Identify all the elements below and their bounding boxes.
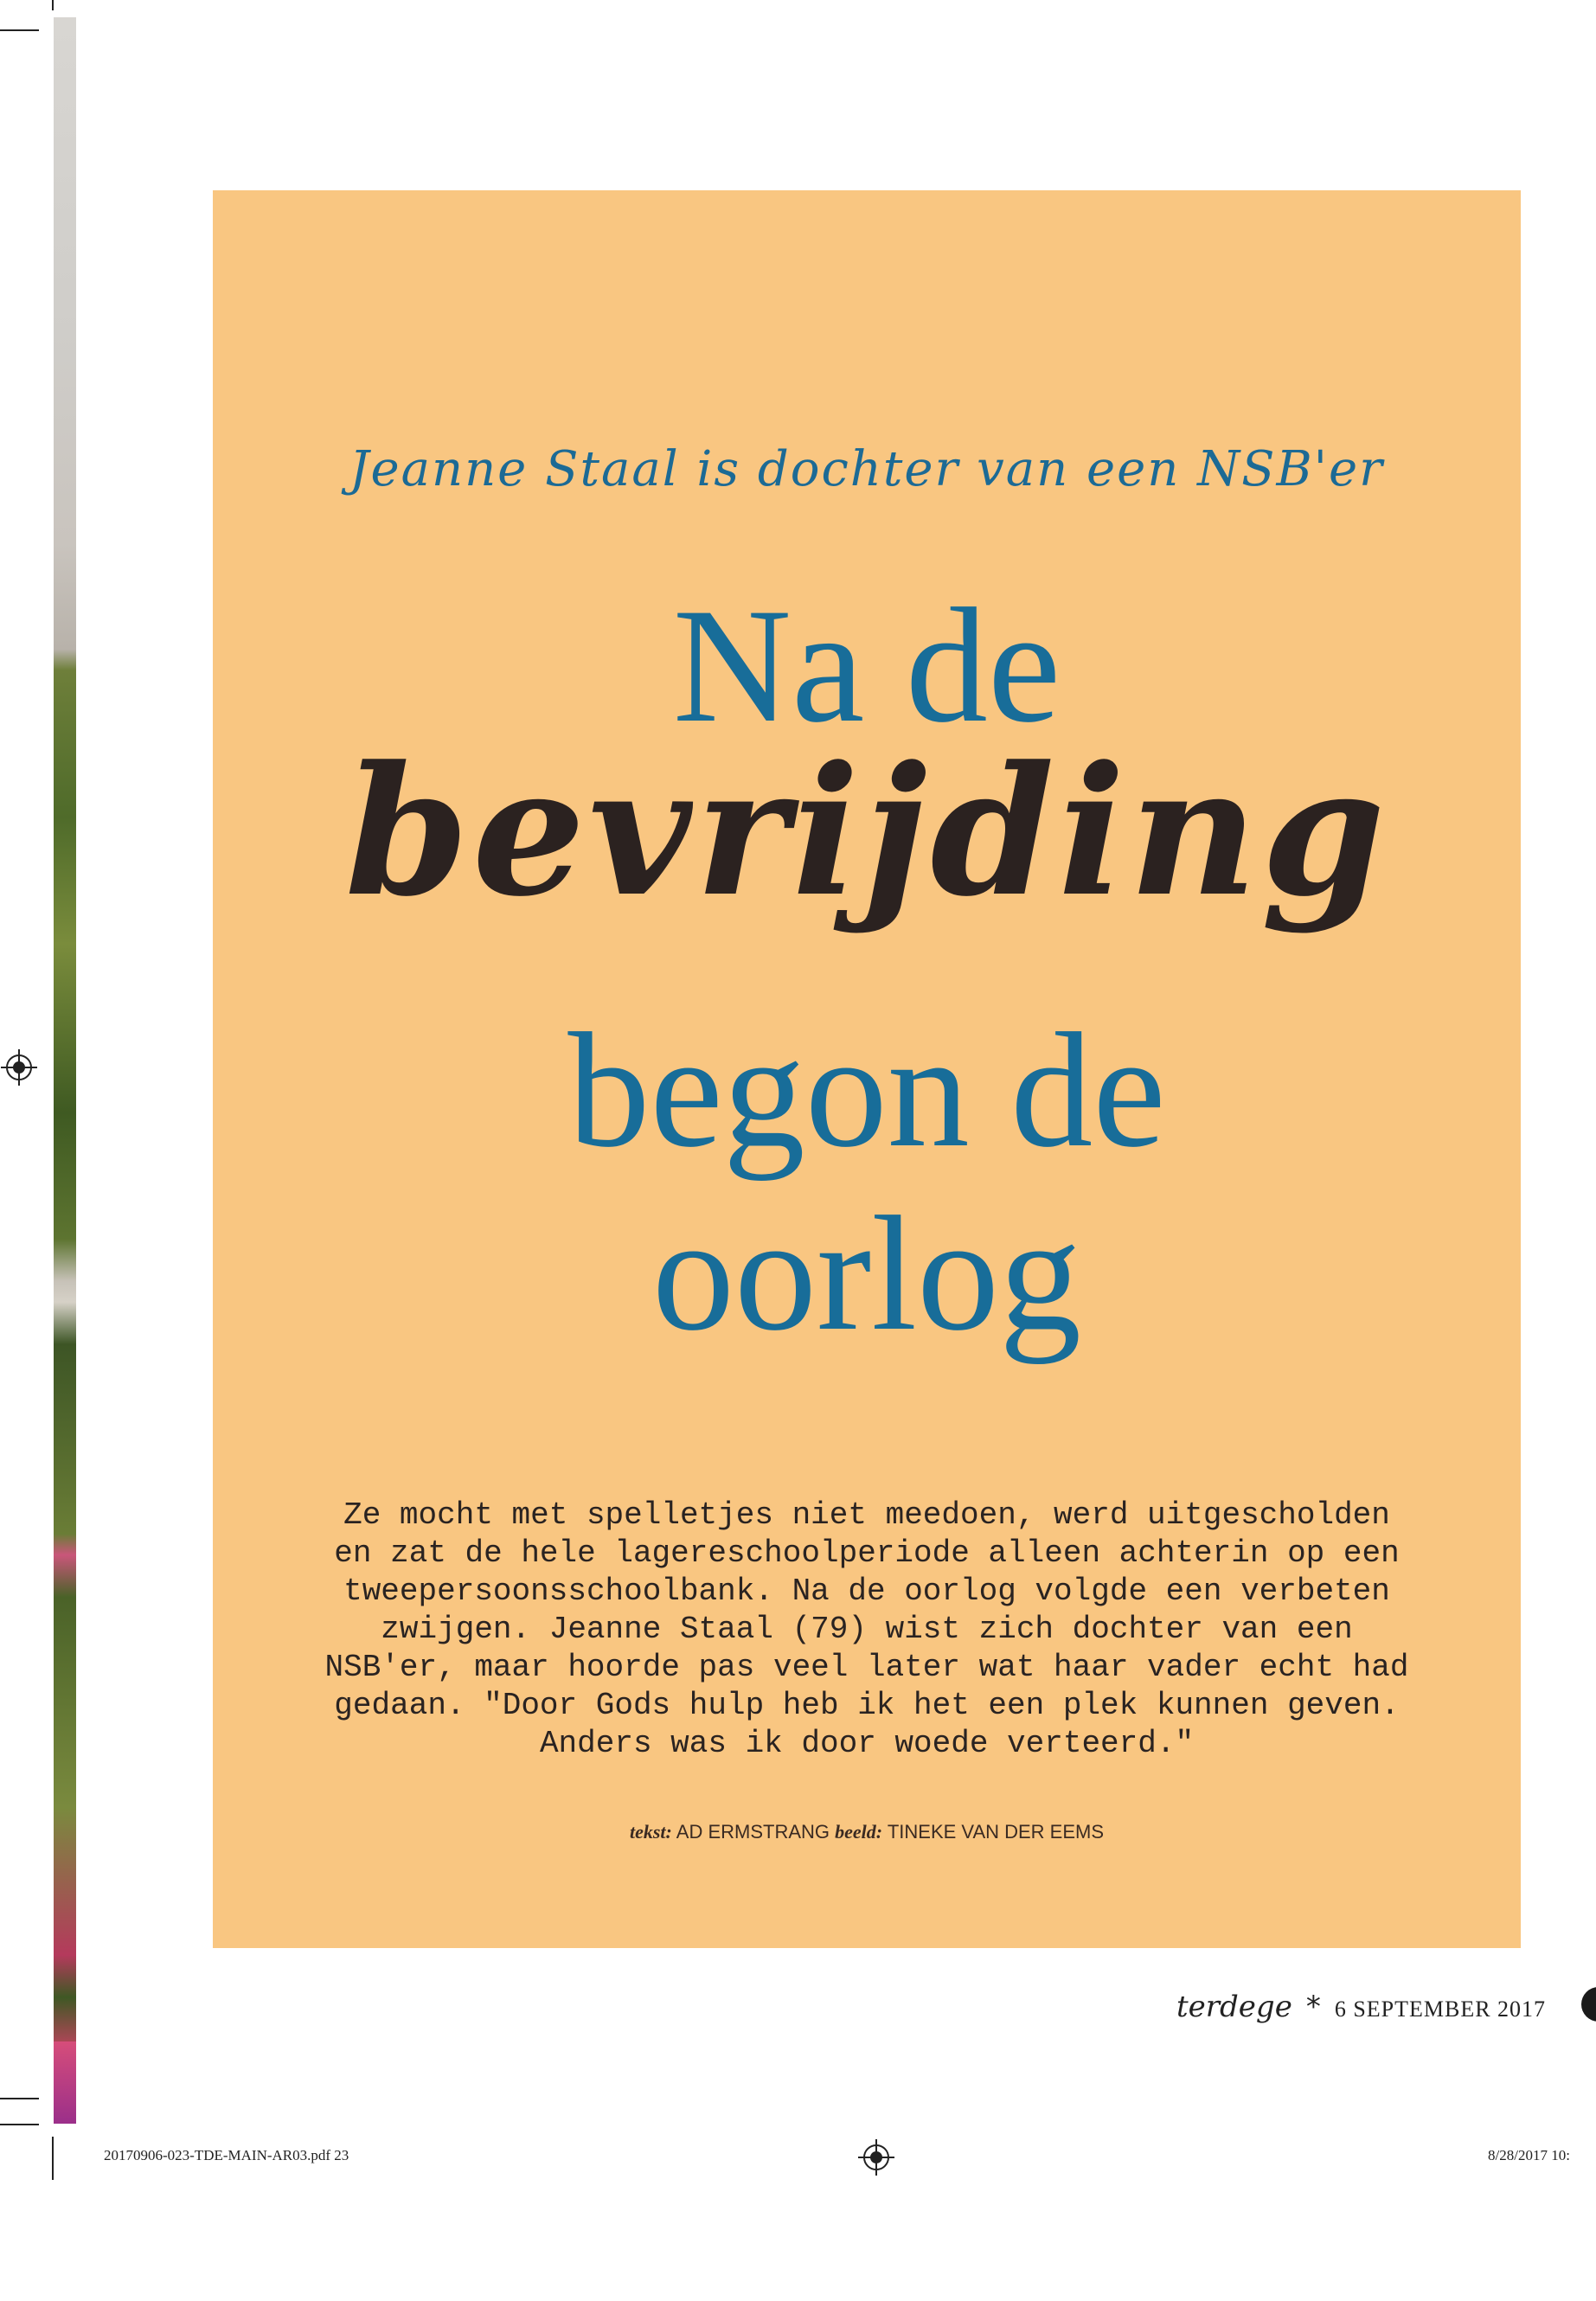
byline [213,1821,1521,1843]
byline-photographer: TINEKE VAN DER EEMS [887,1821,1105,1843]
issue-date: 6 SEPTEMBER 2017 [1334,1997,1547,2022]
facing-page-photo-strip [54,17,76,2124]
headline-line-4: oorlog [651,1183,1082,1365]
kicker: Jeanne Staal is dochter van een NSB'er [349,441,1384,497]
page-folio [1176,1990,1546,2024]
headline-lines-3-4 [213,999,1521,1366]
byline-author: AD ERMSTRANG [676,1821,830,1843]
page-number-tab [1581,1987,1596,2022]
headline-script-word: bevrijding [344,728,1389,936]
crop-mark [52,0,54,10]
magazine-brand: terdege [1176,1990,1292,2024]
registration-mark-icon [863,2144,889,2170]
registration-mark-icon [6,1054,32,1080]
intro-paragraph: Ze mocht met spelletjes niet meedoen, werd uitgescholden en zat de hele lagereschoolperiode alleen achterin op een tweepersoonsschoolbank. Na de oorlog volgde een verbeten zwijgen. Jeanne Staal (79) wist zich dochter van een NSB'er, maar hoorde pas veel later wat haar vader echt had gedaan. "Door Gods hulp heb ik het een plek kunnen geven. Anders was ik door woede verteerd." [324,1497,1409,1761]
crop-mark [0,2098,39,2099]
byline-image-label: beeld: [835,1821,883,1843]
headline-line-1: Na de [672,575,1061,757]
crop-mark [0,29,39,31]
print-slug-timestamp: 8/28/2017 10: [1488,2147,1570,2163]
crop-mark [0,2124,39,2125]
print-slug-file: 20170906-023-TDE-MAIN-AR03.pdf 23 [104,2147,349,2163]
photo-strip-flowers [54,2041,76,2124]
headline-line-3: begon de [567,1000,1166,1182]
crop-mark [52,2137,54,2180]
title-panel [213,190,1521,1948]
byline-text-label: tekst: [629,1821,672,1843]
folio-separator: * [1305,1990,1321,2024]
